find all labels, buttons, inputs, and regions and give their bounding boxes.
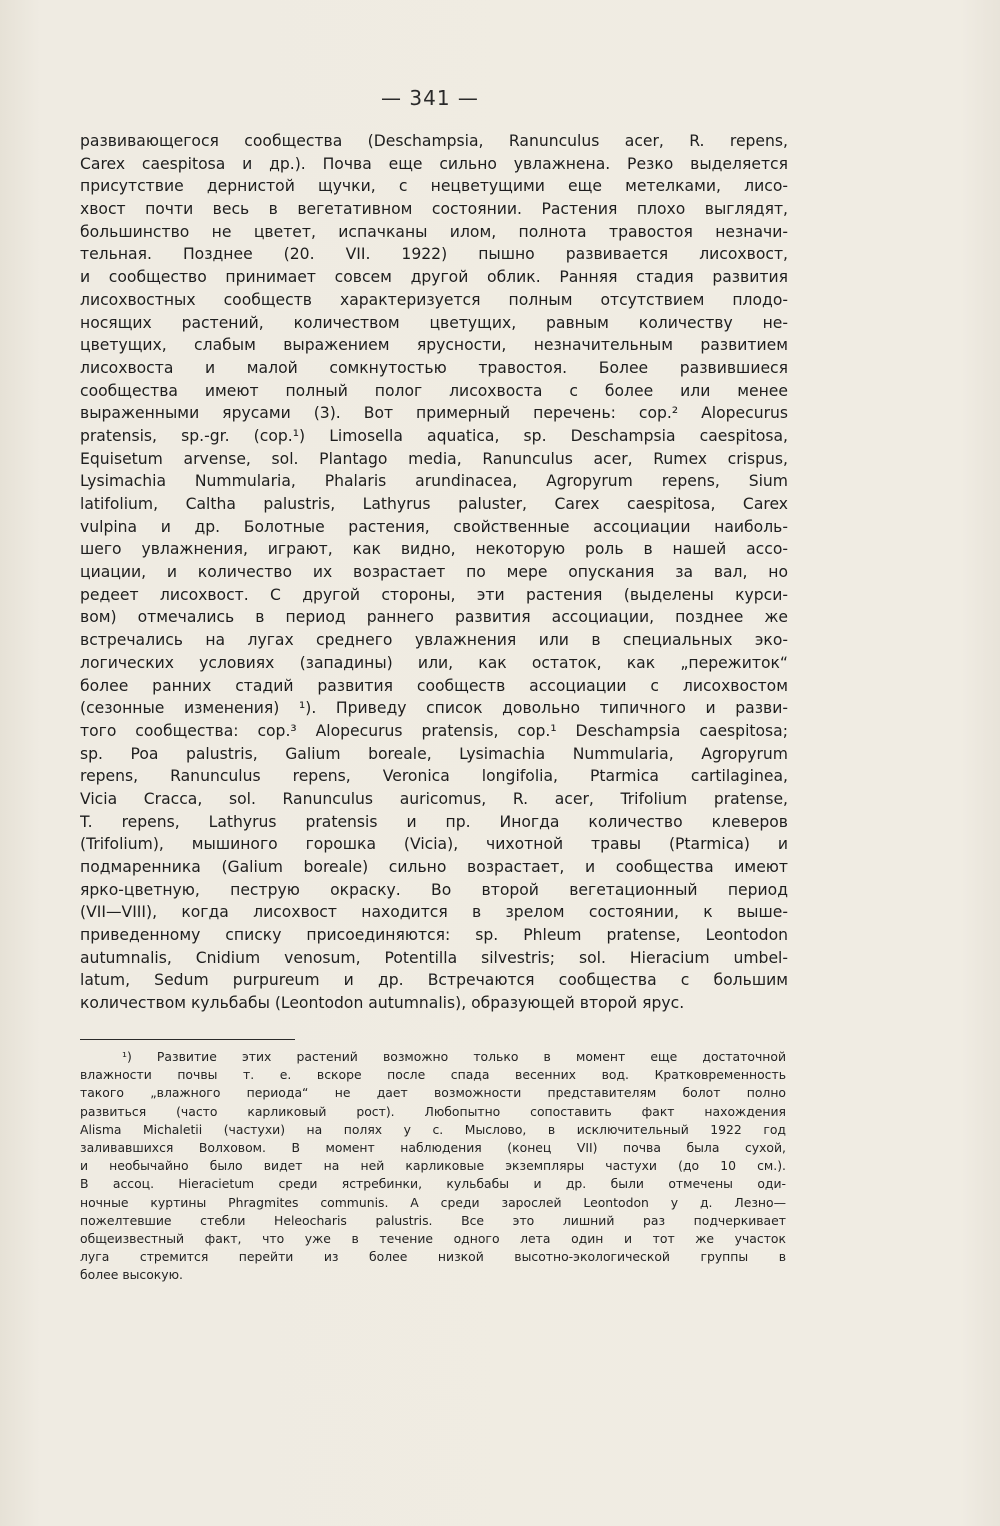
footnote-line: и необычайно было видет на ней карликовые экземпляры частухи (до 10 см.).	[80, 1158, 786, 1174]
text-line: T. repens, Lathyrus pratensis и пр. Иногда количество клеверов	[80, 812, 788, 831]
text-line: редеет лисохвост. С другой стороны, эти растения (выделены курси-	[80, 585, 788, 604]
text-line: repens, Ranunculus repens, Veronica longifolia, Ptarmica cartilaginea,	[80, 767, 788, 786]
text-line: шего увлажнения, играют, как видно, некоторую роль в нашей ассо-	[80, 540, 788, 559]
footnote	[80, 1048, 786, 1284]
footnote-separator	[80, 1039, 295, 1040]
text-line: vulpina и др. Болотные растения, свойственные ассоциации наиболь-	[80, 517, 788, 536]
page-number: — 341 —	[381, 86, 479, 110]
footnote-line: ¹) Развитие этих растений возможно только в момент еще достаточной	[122, 1049, 786, 1064]
footnote-line: ночные куртины Phragmites communis. А среди зарослей Leontodon у д. Лезно—	[80, 1194, 786, 1210]
footnote-line: более высокую.	[80, 1267, 183, 1283]
text-line: (VII—VIII), когда лисохвост находится в зрелом состоянии, к выше-	[80, 903, 788, 922]
text-line: Lysimachia Nummularia, Phalaris arundinacea, Agropyrum repens, Sium	[80, 472, 788, 491]
footnote-line: В ассоц. Hieracietum среди ястребинки, кульбабы и др. были отмечены оди-	[80, 1176, 786, 1192]
text-line: большинство не цветет, испачканы илом, полнота травостоя незначи-	[80, 222, 788, 241]
text-line: выраженными ярусами (3). Вот примерный перечень: cop.² Alopecurus	[80, 404, 788, 423]
footnote-line: Alisma Michaletii (частухи) на полях у с. Мыслово, в исключительный 1922 год	[80, 1121, 786, 1137]
text-line: цветущих, слабым выражением ярусности, незначительным развитием	[80, 336, 788, 355]
text-line: тельная. Позднее (20. VII. 1922) пышно развивается лисохвост,	[80, 245, 788, 264]
text-line: autumnalis, Cnidium venosum, Potentilla silvestris; sol. Hieracium umbel-	[80, 948, 788, 967]
footnote-line: общеизвестный факт, что уже в течение одного лета один и тот же участок	[80, 1230, 786, 1246]
text-line: приведенному списку присоединяются: sp. Phleum pratense, Leontodon	[80, 926, 788, 945]
text-line: носящих растений, количеством цветущих, равным количеству не-	[80, 313, 788, 332]
text-line: ярко-цветную, пеструю окраску. Во второй вегетационный период	[80, 880, 788, 899]
text-line: лисохвоста и малой сомкнутостью травостоя. Более развившиеся	[80, 358, 788, 377]
text-line: Equisetum arvense, sol. Plantago media, Ranunculus acer, Rumex crispus,	[80, 449, 788, 468]
main-text	[80, 130, 788, 1015]
footnote-line: заливавшихся Волховом. В момент наблюдения (конец VII) почва была сухой,	[80, 1139, 786, 1155]
text-line: вом) отмечались в период раннего развития ассоциации, позднее же	[80, 608, 788, 627]
text-line: более ранних стадий развития сообществ ассоциации с лисохвостом	[80, 676, 788, 695]
text-line: подмаренника (Galium boreale) сильно возрастает, и сообщества имеют	[80, 858, 788, 876]
text-line: лисохвостных сообществ характеризуется полным отсутствием плодо-	[80, 290, 788, 309]
text-line: (Trifolium), мышиного горошка (Vicia), чихотной травы (Ptarmica) и	[80, 835, 788, 854]
text-line: sp. Poa palustris, Galium boreale, Lysimachia Nummularia, Agropyrum	[80, 744, 788, 763]
text-line: latifolium, Caltha palustris, Lathyrus paluster, Carex caespitosa, Carex	[80, 495, 788, 513]
text-line: pratensis, sp.-gr. (cop.¹) Limosella aquatica, sp. Deschampsia caespitosa,	[80, 426, 788, 445]
text-line: встречались на лугах среднего увлажнения или в специальных эко-	[80, 631, 788, 650]
text-line: хвост почти весь в вегетативном состоянии. Растения плохо выглядят,	[80, 200, 788, 219]
text-line: Vicia Cracca, sol. Ranunculus auricomus, R. acer, Trifolium pratense,	[80, 789, 788, 808]
text-line: присутствие дернистой щучки, с нецветущими еще метелками, лисо-	[80, 177, 788, 196]
footnote-line: развиться (часто карликовый рост). Любопытно сопоставить факт нахождения	[80, 1103, 786, 1119]
text-line: того сообщества: cop.³ Alopecurus pratensis, cop.¹ Deschampsia caespitosa;	[80, 721, 788, 740]
footnote-line: влажности почвы т. е. вскоре после спада весенних вод. Кратковременность	[80, 1067, 786, 1083]
text-line: количеством кульбабы (Leontodon autumnalis), образующей второй ярус.	[80, 994, 685, 1013]
text-line: сообщества имеют полный полог лисохвоста с более или менее	[80, 381, 788, 400]
footnote-line: луга стремится перейти из более низкой высотно-экологической группы в	[80, 1249, 786, 1265]
text-line: логических условиях (западины) или, как остаток, как „пережиток“	[80, 653, 788, 672]
text-line: развивающегося сообщества (Deschampsia, Ranunculus acer, R. repens,	[80, 132, 788, 150]
footnote-line: пожелтевшие стебли Heleocharis palustris. Все это лишний раз подчеркивает	[80, 1212, 786, 1228]
text-line: (сезонные изменения) ¹). Приведу список довольно типичного и разви-	[80, 699, 788, 718]
text-line: и сообщество принимает совсем другой облик. Ранняя стадия развития	[80, 268, 788, 287]
text-line: Carex caespitosa и др.). Почва еще сильно увлажнена. Резко выделяется	[80, 154, 788, 173]
text-line: циации, и количество их возрастает по мере опускания за вал, но	[80, 563, 788, 582]
footnote-line: такого „влажного периода“ не дает возможности представителям болот полно	[80, 1085, 786, 1101]
text-line: latum, Sedum purpureum и др. Встречаются сообщества с большим	[80, 971, 788, 990]
